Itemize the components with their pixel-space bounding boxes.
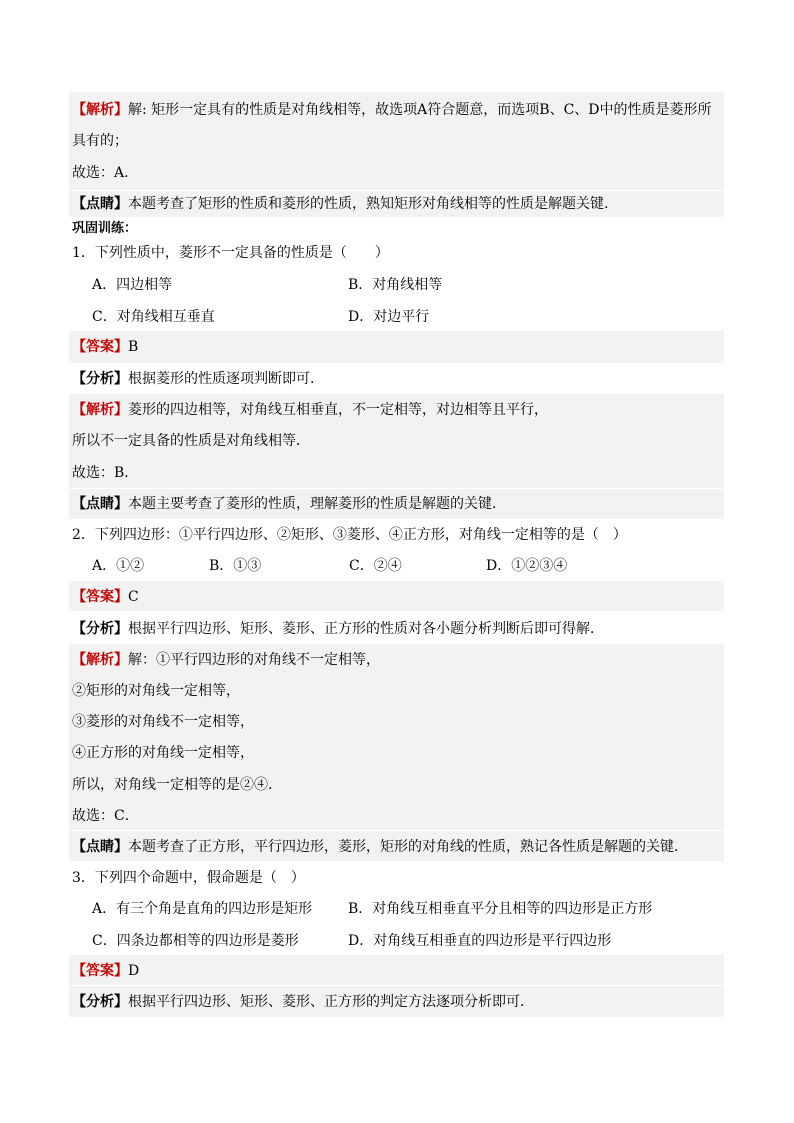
jiexi-tag: 【解析】 (72, 652, 128, 668)
dianjing-tag: 【点睛】 (72, 839, 128, 855)
intro-choose-line: 故选：A. (72, 165, 129, 181)
q1-jiexi-line (72, 401, 548, 419)
q1-option-b: B．对角线相等 (348, 277, 443, 293)
fenxi-text: 根据平行四边形、矩形、菱形、正方形的性质对各小题分析判断后即可得解． (128, 621, 604, 637)
q1-jiexi-line-3: 故选：B． (72, 465, 139, 481)
q3-fenxi-line (72, 993, 534, 1011)
q1-option-c: C．对角线相互垂直 (92, 309, 215, 325)
q2-jiexi-line-3: ③菱形的对角线不一定相等， (72, 714, 254, 730)
fenxi-tag: 【分析】 (72, 371, 128, 387)
q3-option-b: B．对角线互相垂直平分且相等的四边形是正方形 (348, 901, 653, 917)
intro-analysis-line (72, 101, 712, 119)
jiexi-text: 菱形的四边相等，对角线互相垂直，不一定相等，对边相等且平行， (128, 402, 548, 418)
q2-answer-shade (69, 581, 724, 611)
q1-jiexi-line-2: 所以不一定具备的性质是对角线相等． (72, 433, 310, 449)
dianjing-text: 本题考查了正方形，平行四边形，菱形，矩形的对角线的性质，熟记各性质是解题的关键． (128, 839, 688, 855)
q2-jiexi-shade (69, 644, 724, 830)
q1-answer-line (72, 338, 138, 356)
q3-answer-line (72, 962, 139, 980)
analysis-text: 解: 矩形一定具有的性质是对角线相等，故选项A符合题意，而选项B、C、D中的性质是菱形所 (128, 102, 712, 118)
jiexi-tag: 【解析】 (72, 402, 128, 418)
q2-jiexi-line (72, 651, 380, 669)
q1-stem: 1．下列性质中，菱形不一定具备的性质是（ ） (72, 245, 389, 261)
q3-option-d: D．对角线互相垂直的四边形是平行四边形 (348, 933, 612, 949)
q2-stem: 2．下列四边形：①平行四边形、②矩形、③菱形、④正方形，对角线一定相等的是（ ） (72, 527, 627, 543)
jiexi-text: 解：①平行四边形的对角线不一定相等， (128, 652, 380, 668)
answer-tag: 【答案】 (72, 589, 128, 605)
fenxi-text: 根据平行四边形、矩形、菱形、正方形的判定方法逐项分析即可． (128, 994, 534, 1010)
q2-jiexi-line-2: ②矩形的对角线一定相等， (72, 683, 240, 699)
q3-option-c: C．四条边都相等的四边形是菱形 (92, 933, 299, 949)
q1-fenxi-line (72, 370, 314, 388)
q2-option-b: B．①③ (209, 558, 262, 574)
q1-answer-shade (69, 331, 724, 363)
answer-tag: 【答案】 (72, 963, 128, 979)
section-title: 巩固训练： (72, 221, 138, 236)
answer-text: D (128, 963, 140, 979)
q2-fenxi-line (72, 620, 604, 638)
q3-stem: 3．下列四个命题中，假命题是（ ） (72, 870, 305, 886)
comment-text: 本题考查了矩形的性质和菱形的性质，熟知矩形对角线相等的性质是解题关键. (128, 196, 609, 212)
dianjing-text: 本题主要考查了菱形的性质，理解菱形的性质是解题的关键． (128, 496, 506, 512)
intro-comment-line (72, 195, 608, 213)
q3-answer-shade (69, 955, 724, 985)
fenxi-text: 根据菱形的性质逐项判断即可. (128, 371, 315, 387)
intro-analysis-line-2: 具有的； (72, 133, 128, 149)
q1-option-a: A．四边相等 (92, 277, 173, 293)
q1-option-d: D．对边平行 (348, 309, 430, 325)
q2-dianjing-line (72, 838, 688, 856)
dianjing-tag: 【点睛】 (72, 496, 128, 512)
fenxi-tag: 【分析】 (72, 621, 128, 637)
analysis-tag: 【解析】 (72, 102, 128, 118)
fenxi-tag: 【分析】 (72, 994, 128, 1010)
q3-option-a: A．有三个角是直角的四边形是矩形 (92, 901, 313, 917)
q2-option-a: A．①② (92, 558, 145, 574)
q2-option-c: C．②④ (349, 558, 402, 574)
comment-tag: 【点睛】 (72, 196, 128, 212)
q2-option-d: D．①②③④ (486, 558, 568, 574)
answer-text: C (128, 589, 139, 605)
q1-dianjing-line (72, 495, 506, 513)
q2-answer-line (72, 588, 139, 606)
q2-jiexi-line-4: ④正方形的对角线一定相等， (72, 745, 254, 761)
q2-jiexi-line-6: 故选：C． (72, 808, 139, 824)
q2-jiexi-line-5: 所以，对角线一定相等的是②④. (72, 777, 273, 793)
answer-tag: 【答案】 (72, 339, 128, 355)
answer-text: B (128, 339, 139, 355)
